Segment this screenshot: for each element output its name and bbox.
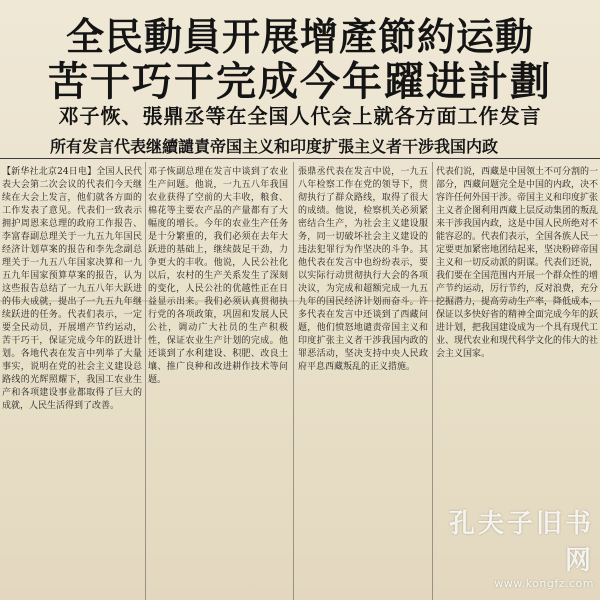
- column-divider: [145, 162, 146, 600]
- subheadline-secondary: 所有发言代表继續譴責帝国主义和印度扩張主义者干涉我国内政: [50, 137, 499, 156]
- watermark: [424, 503, 594, 590]
- column-4-text: 代表们说，西藏是中国领土不可分割的一部分，西藏问题完全是中国的内政，决不容许任何外国干涉。帝国主义和印度扩张主义者企图利用西藏上层反动集团的叛乱来干涉我国内政，这是中国人民所绝对不能容忍的。代表们表示，全国各族人民一定要更加紧密地团结起来，坚决粉碎帝国主义和一切反动派的阴谋。代表们还说，我们要在全国范围内开展一个群众性的增产节约运动，厉行节约，反对浪费，充分挖掘潜力，提高劳动生产率，降低成本，保证以多快好省的精神全面完成今年的跃进计划，把我国建设成为一个具有现代工业、现代农业和现代科学文化的伟大的社会主义国家。: [436, 167, 598, 359]
- headline-line-2: 苦干巧干完成今年躍进計劃: [48, 58, 552, 105]
- headline-line-1: 全民動員开展增產節約运動: [65, 14, 534, 59]
- column-1-text: 【新华社北京24日电】全国人民代表大会第二次会议的代表们今天继续在大会上发言，他们就各方面的工作发表了意见。代表们一致表示拥护周恩来总理的政府工作报告、李富春副总理关于一九五九年国民经济计划草案的报告和李先念副总理关于一九五八年国家决算和一九五九年国家预算草案的报告，认为这些报告总结了一九五八年大跃进的伟大成就，提出了一九五九年继续跃进的任务。代表们表示，一定要全民动员，开展增产节约运动，苦干巧干，保证完成今年的跃进计划。各地代表在发言中列举了大量事实，说明在党的社会主义建设总路线的光辉照耀下，我国工农业生产和各项建设事业都取得了巨大的成就，人民生活得到了改善。: [2, 167, 142, 411]
- watermark-logo-text: 孔夫子旧书网: [448, 509, 594, 576]
- header-rule: [0, 158, 600, 159]
- column-divider: [293, 162, 294, 600]
- column-2-text: 邓子恢副总理在发言中谈到了农业生产问题。他说，一九五八年我国农业获得了空前的大丰收，粮食、棉花等主要农产品的产量都有了大幅度的增长。今年的农业生产任务是十分繁重的，我们必须在去年大跃进的基础上，继续鼓足干劲，力争更大的丰收。他说，人民公社化以后，农村的生产关系发生了深刻的变化，人民公社的优越性正在日益显示出来。我们必须认真贯彻执行党的各项政策，巩固和发展人民公社，调动广大社员的生产积极性，保证农业生产计划的完成。他还谈到了水利建设、积肥、改良土壤、推广良种和改进耕作技术等问题。: [148, 167, 288, 385]
- column-3-text: 張鼎丞代表在发言中说，一九五八年检察工作在党的领导下，贯彻执行了群众路线，取得了很大的成绩。他说，检察机关必须紧密结合生产，为社会主义建设服务，同一切破坏社会主义建设的违法犯罪行为作坚决的斗争。其他代表在发言中也纷纷表示，要以实际行动贯彻执行大会的各项决议，为完成和超额完成一九五九年的国民经济计划而奋斗。许多代表在发言中还谈到了西藏问题，他们愤怒地谴责帝国主义和印度扩张主义者干涉我国内政的罪恶活动，坚决支持中央人民政府平息西藏叛乱的正义措施。: [298, 167, 428, 372]
- article-column-2: [148, 166, 288, 596]
- watermark-url: www.kongfz.com: [494, 577, 594, 590]
- article-column-3: [298, 166, 428, 596]
- article-column-1: [2, 166, 142, 596]
- subheadline: 邓子恢、張鼎丞等在全国人代会上就各方面工作发言: [58, 104, 542, 128]
